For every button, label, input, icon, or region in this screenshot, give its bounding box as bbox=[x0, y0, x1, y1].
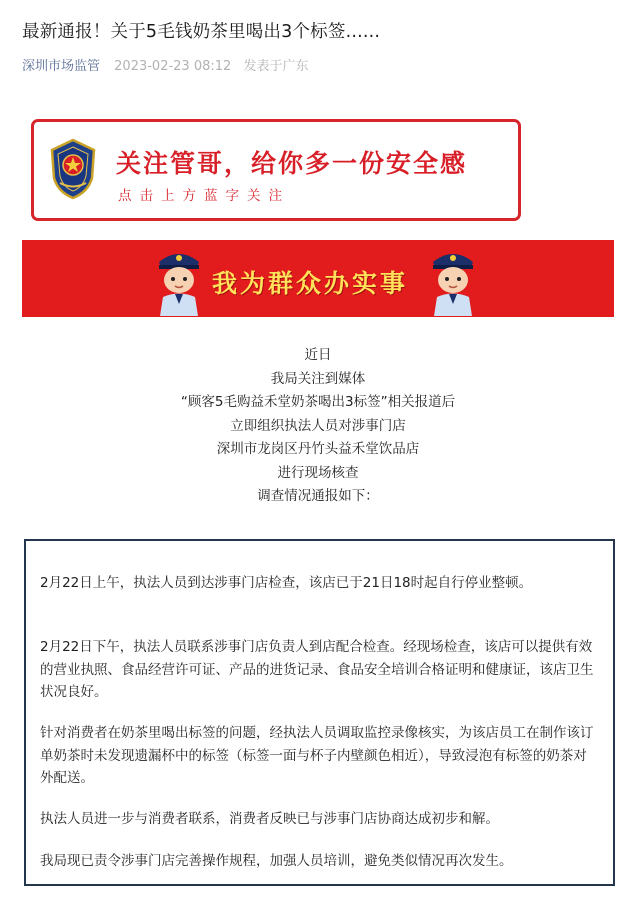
article-meta bbox=[22, 55, 308, 74]
article-title: 最新通报！关于5毛钱奶茶里喝出3个标签...... bbox=[22, 22, 381, 42]
follow-banner-headline: 关注管哥，给你多一份安全感 bbox=[116, 149, 468, 178]
report-paragraph: 2月22日上午，执法人员到达涉事门店检查，该店已于21日18时起自行停业整顿。 bbox=[40, 575, 533, 591]
follow-banner-subtitle: 点击上方蓝字关注 bbox=[118, 188, 290, 204]
police-officer-icon bbox=[150, 244, 208, 316]
police-officer-icon bbox=[424, 244, 482, 316]
intro-line: “顾客5毛购益禾堂奶茶喝出3标签”相关报道后 bbox=[180, 394, 456, 410]
service-banner-text: 我为群众办实事 bbox=[212, 269, 409, 298]
intro-line: 进行现场核查 bbox=[277, 464, 359, 481]
intro-line: 我局关注到媒体 bbox=[270, 370, 366, 387]
intro-line: 立即组织执法人员对涉事门店 bbox=[230, 417, 406, 434]
report-paragraph: 2月22日下午，执法人员联系涉事门店负责人到店配合检查。经现场检查，该店可以提供有效的营业执照、食品经营许可证、产品的进货记录、食品安全培训合格证明和健康证，该店卫生状况良好。 bbox=[40, 639, 594, 700]
publish-date: 2023-02-23 08:12 bbox=[114, 59, 232, 74]
publish-location: 发表于广东 bbox=[243, 59, 309, 74]
service-banner bbox=[22, 240, 614, 317]
intro-line: 调查情况通报如下： bbox=[257, 488, 379, 504]
intro-line: 深圳市龙岗区丹竹头益禾堂饮品店 bbox=[216, 441, 420, 457]
intro-line: 近日 bbox=[304, 347, 332, 363]
intro-text bbox=[22, 344, 614, 509]
report-paragraph: 针对消费者在奶茶里喝出标签的问题，经执法人员调取监控录像核实，为该店员工在制作该订单奶茶时未发现遗漏杯中的标签（标签一面与杯子内壁颜色相近），导致浸泡有标签的奶茶对外配送。 bbox=[40, 725, 594, 786]
follow-banner[interactable] bbox=[31, 119, 521, 221]
report-paragraph: 执法人员进一步与消费者联系，消费者反映已与涉事门店协商达成初步和解。 bbox=[40, 811, 499, 827]
report-paragraph: 我局现已责令涉事门店完善操作规程，加强人员培训，避免类似情况再次发生。 bbox=[40, 853, 513, 869]
investigation-report-box bbox=[24, 539, 615, 886]
account-name-link[interactable]: 深圳市场监管 bbox=[22, 59, 101, 74]
police-badge-icon bbox=[48, 138, 98, 200]
